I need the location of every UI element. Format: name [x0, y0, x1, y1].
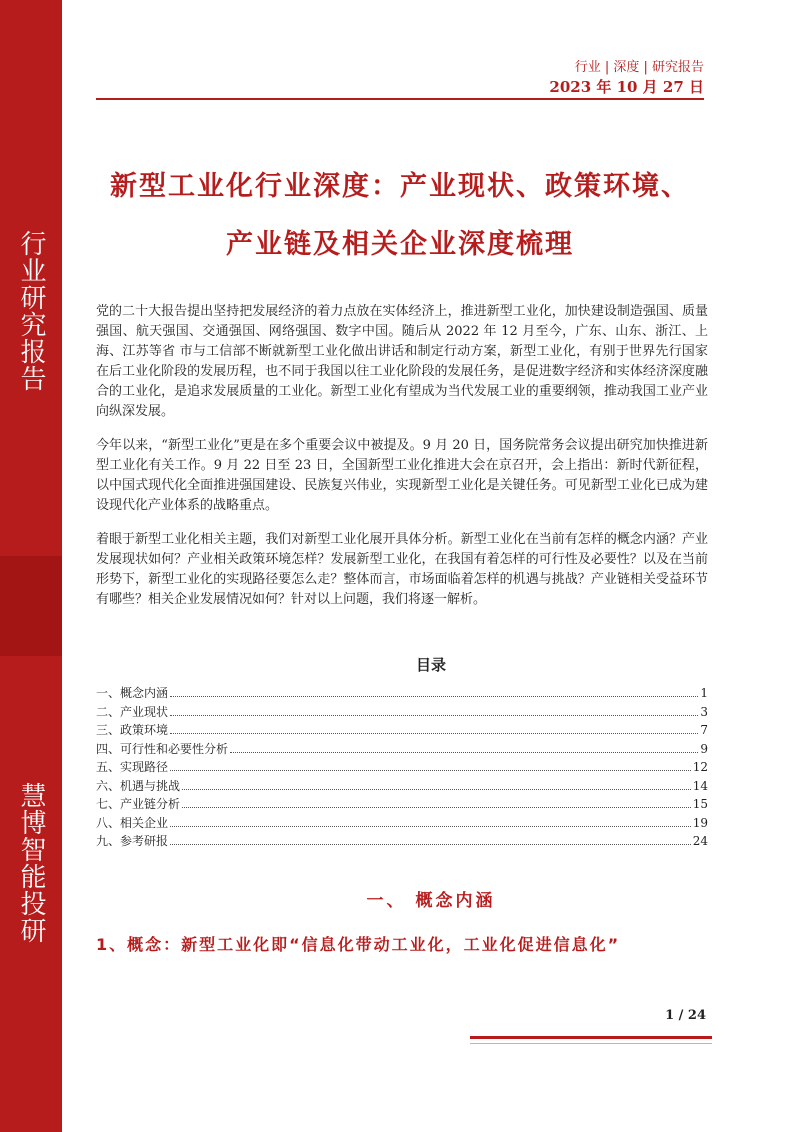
toc-item[interactable]	[96, 795, 708, 814]
table-of-contents	[96, 684, 708, 851]
toc-leader	[170, 761, 691, 771]
toc-item-page: 24	[692, 834, 708, 848]
toc-item-page: 9	[700, 741, 708, 756]
toc-item-label: 六、机遇与挑战	[96, 778, 181, 793]
toc-item[interactable]	[96, 721, 708, 740]
sidebar-band	[0, 556, 62, 656]
toc-item[interactable]	[96, 832, 708, 851]
toc-item-label: 四、可行性和必要性分析	[96, 741, 229, 756]
section-heading: 一、 概念内涵	[366, 891, 496, 911]
toc-item-page: 14	[692, 778, 708, 793]
subsection-heading: 1、概念：新型工业化即“信息化带动工业化，工业化促进信息化”	[96, 935, 621, 954]
toc-item-label: 八、相关企业	[96, 815, 169, 830]
report-title-line-2: 产业链及相关企业深度梳理	[226, 229, 574, 260]
toc-item[interactable]	[96, 814, 708, 833]
toc-leader	[170, 835, 691, 845]
toc-item-label: 五、实现路径	[96, 760, 169, 774]
report-title-line-1: 新型工业化行业深度：产业现状、政策环境、	[110, 171, 690, 202]
toc-item[interactable]	[96, 740, 708, 759]
toc-leader	[182, 780, 691, 790]
toc-item-page: 12	[692, 760, 708, 774]
toc-leader	[170, 706, 698, 716]
toc-item[interactable]	[96, 758, 708, 777]
toc-title: 目录	[415, 656, 446, 674]
toc-item-page: 1	[700, 686, 708, 700]
page-number: 1 / 24	[665, 1008, 706, 1023]
toc-item-page: 19	[692, 815, 708, 830]
toc-item-label: 一、概念内涵	[96, 686, 169, 700]
header-date: 2023 年 10 月 27 日	[549, 78, 704, 96]
toc-leader	[170, 687, 698, 697]
report-title	[80, 158, 720, 274]
toc-leader	[182, 798, 691, 808]
sidebar-brand: 慧博智能投研	[16, 782, 46, 944]
toc-item-label: 二、产业现状	[96, 704, 169, 719]
sidebar-report-type: 行业研究报告	[16, 230, 46, 392]
header-tags: 行业 | 深度 | 研究报告	[574, 60, 704, 75]
toc-item[interactable]	[96, 684, 708, 703]
toc-leader	[230, 743, 698, 753]
intro-paragraph-3: 着眼于新型工业化相关主题，我们对新型工业化展开具体分析。新型工业化在当前有怎样的概念内涵？产业发展现状如何？产业相关政策环境怎样？发展新型工业化，在我国有着怎样的可行性及必要性？以及在当前形势下，新型工业化的实现路径要怎么走？整体而言，市场面临着怎样的机遇与挑战？产业链相关受益环节有哪些？相关企业发展情况如何？针对以上问题，我们将逐一解析。	[96, 532, 708, 607]
toc-item-label: 九、参考研报	[96, 834, 169, 848]
toc-leader	[170, 817, 691, 827]
footer-divider-thin	[470, 1043, 712, 1044]
toc-item-label: 三、政策环境	[96, 723, 169, 737]
toc-item[interactable]	[96, 777, 708, 796]
toc-item-page: 7	[700, 723, 708, 737]
toc-item-page: 15	[692, 797, 708, 811]
sidebar	[0, 0, 62, 1132]
toc-item-page: 3	[700, 704, 708, 719]
footer-divider	[470, 1036, 712, 1039]
toc-item-label: 七、产业链分析	[96, 797, 181, 811]
toc-item[interactable]	[96, 703, 708, 722]
toc-leader	[170, 724, 698, 734]
intro-paragraph-1: 党的二十大报告提出坚持把发展经济的着力点放在实体经济上，推进新型工业化，加快建设制造强国、质量强国、航天强国、交通强国、网络强国、数字中国。随后从 2022 年 12 月至今，广东、山东、浙江、上海、江苏等省 市与工信部不断就新型工业化做出讲话和制定行动方案，新型工业化，有别于世界先行国家在后工业化阶段的发展历程，也不同于我国以往工业化阶段的发展任务，是促进数字经济和实体经济深度融合的工业化，是追求发展质量的工业化。新型工业化有望成为当代发展工业的重要纲领，推动我国工业产业向纵深发展。	[96, 304, 708, 419]
header-divider	[96, 98, 704, 100]
intro-paragraph-2: 今年以来，“新型工业化”更是在多个重要会议中被提及。9 月 20 日，国务院常务会议提出研究加快推进新型工业化有关工作。9 月 22 日至 23 日，全国新型工业化推进大会在京召开，会上指出：新时代新征程，以中国式现代化全面推进强国建设、民族复兴伟业，实现新型工业化是关键任务。可见新型工业化已成为建设现代化产业体系的战略重点。	[96, 438, 708, 513]
